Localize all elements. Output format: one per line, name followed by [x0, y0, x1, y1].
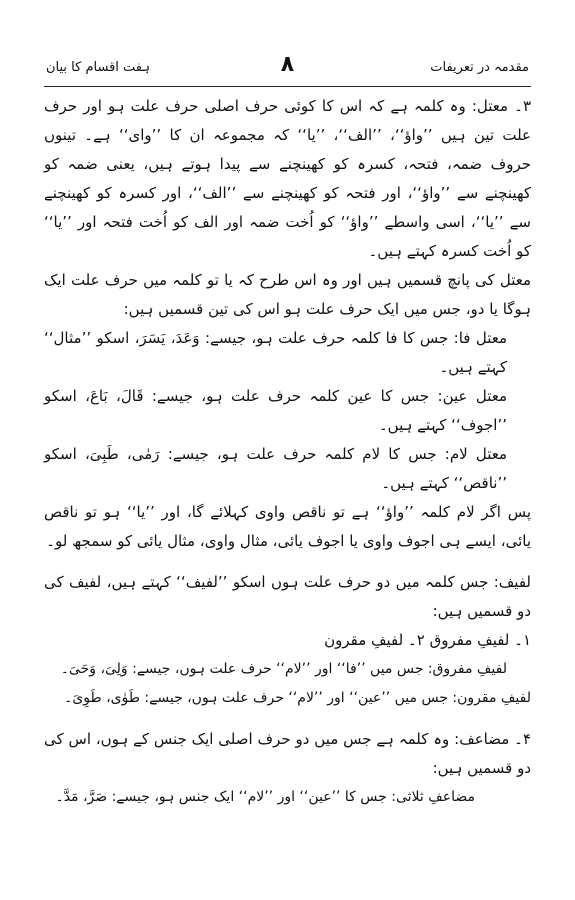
page-number: ۸	[280, 52, 295, 77]
paragraph-mutal-definition: ۳۔ معتل: وہ کلمہ ہے کہ اس کا کوئی حرف اصلی حرف علت ہو اور حرف علت تین ہیں ’’واؤ‘‘، ’’الف‘‘، ’’یا‘‘ کہ مجموعہ ان کا ’’وای‘‘ ہے۔ تینوں حروف ضمہ، فتحہ، کسرہ کو کھینچنے سے پیدا ہوتے ہیں، یعنی ضمہ کو کھینچنے سے ’’واؤ‘‘، اور فتحہ کو کھینچنے سے ’’الف‘‘، اور کسرہ کو کھینچنے سے ’’یا‘‘، اسی واسطے ’’واؤ‘‘ کو اُخت ضمہ اور الف کو اُخت فتحہ اور ’’یا‘‘ کو اُخت کسرہ کہتے ہیں۔	[44, 97, 531, 260]
paragraph-lafif-list: ۱۔ لفیفِ مفروق ۲۔ لفیفِ مقرون	[324, 631, 531, 649]
paragraph-lafif: لفیف: جس کلمہ میں دو حرف علت ہوں اسکو ’’لفیف‘‘ کہتے ہیں، لفیف کی دو قسمیں ہیں:	[44, 573, 531, 620]
page-body	[44, 92, 531, 812]
paragraph-naqis-note: پس اگر لام کلمہ ’’واؤ‘‘ ہے تو ناقص واوی کہلائے گا، اور ’’یا‘‘ ہو تو ناقص یائی، ایسے ہی اجوف واوی یا اجوف یائی، مثال واوی، مثال یائی کو سمجھ لو۔	[44, 503, 531, 550]
paragraph-mutal-lam: معتل لام: جس کا لام کلمہ حرف علت ہو، جیسے: رَمٰی، طَبِیَ، اسکو ’’ناقص‘‘ کہتے ہیں۔	[44, 445, 507, 492]
header-rule	[44, 86, 531, 87]
paragraph-lafif-mafruq: لفیفِ مفروق: جس میں ’’فا‘‘ اور ’’لام‘‘ حرف علت ہوں، جیسے: وَلِیَ، وَحَیَ۔	[60, 661, 507, 677]
paragraph-muzaaf-thulathi: مضاعفِ ثلاثی: جس کا ’’عین‘‘ اور ’’لام‘‘ ایک جنس ہو، جیسے: صَرَّ، مَدَّ۔	[55, 789, 475, 805]
paragraph-mutal-fa: معتل فا: جس کا فا کلمہ حرف علت ہو، جیسے: وَعَدَ، یَسَرَ، اسکو ’’مثال‘‘ کہتے ہیں۔	[44, 329, 507, 376]
paragraph-lafif-maqrun: لفیفِ مقرون: جس میں ’’عین‘‘ اور ’’لام‘‘ حرف علت ہوں، جیسے: طَوٰی، طَوِیَ۔	[64, 690, 531, 706]
running-title-left: ہفت اقسام کا بیان	[46, 60, 150, 75]
paragraph-muzaaf: ۴۔ مضاعف: وہ کلمہ ہے جس میں دو حرف اصلی ایک جنس کے ہوں، اس کی دو قسمیں ہیں:	[44, 730, 531, 777]
paragraph-mutal-types: معتل کی پانچ قسمیں ہیں اور وہ اس طرح کہ یا تو کلمہ میں حرف علت ایک ہوگا یا دو، جس میں ایک حرف علت ہو اس کی تین قسمیں ہیں:	[44, 271, 531, 318]
paragraph-mutal-ayn: معتل عین: جس کا عین کلمہ حرف علت ہو، جیسے: قَالَ، بَاعَ، اسکو ’’اجوف‘‘ کہتے ہیں۔	[44, 387, 507, 434]
running-title-right: مقدمہ در تعریفات	[430, 60, 529, 75]
page-header	[46, 52, 529, 82]
